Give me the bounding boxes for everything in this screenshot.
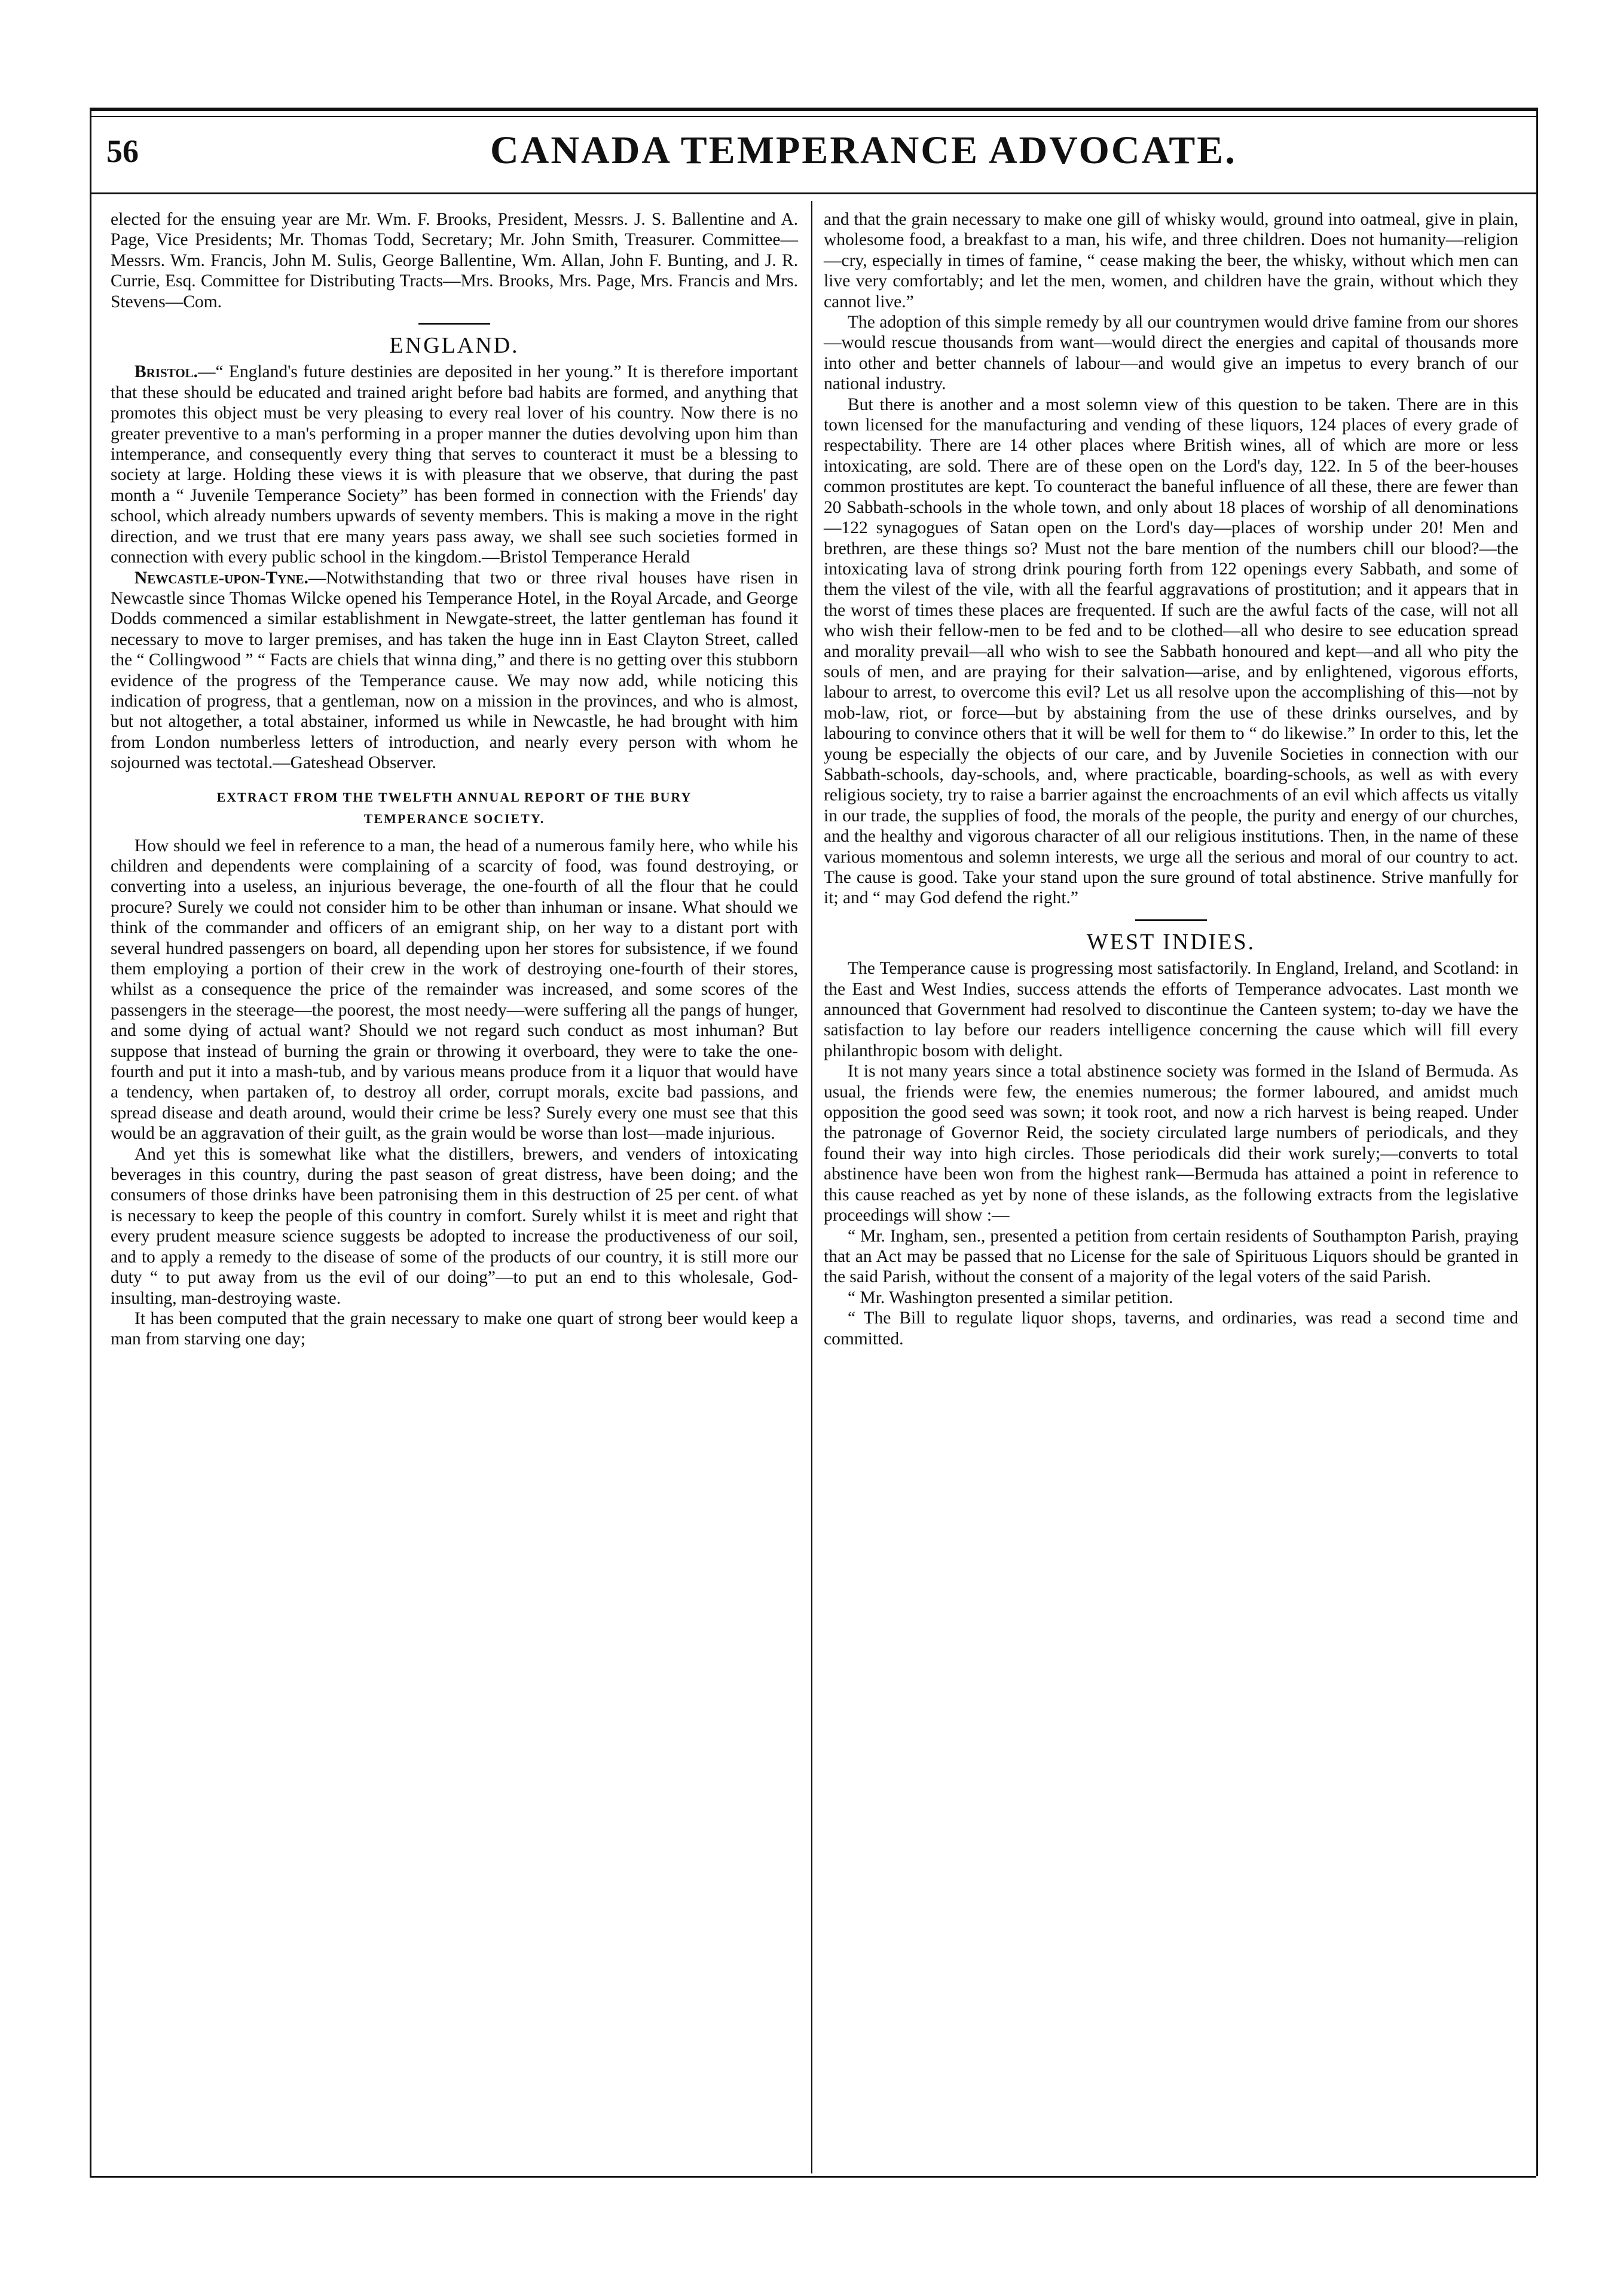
- extract-paragraph-2: And yet this is somewhat like what the distillers, brewers, and venders of intoxicating beverages in this country, during the past season of great distress, have been doing; and the consumers of those drinks have been patronising them in this destruction of 25 per cent. of what is necessary to keep the people of this country in comfort. Surely whilst it is meet and right that every prudent measure science suggests be adopted to increase the productiveness of our soil, and to apply a remedy to the disease of some of the products of our country, it is still more our duty “ to put away from us the evil of our doing”—to put an end to this wholesale, God-insulting, man-destroying waste.: [111, 1144, 798, 1308]
- bristol-text: —“ England's future destinies are deposited in her young.” It is therefore important that these should be educated and trained aright before bad habits are formed, and anything that promotes this object must be very pleasing to every real lover of his country. Now there is no greater preventive to a man's performing in a proper manner the duties devolving upon him than intemperance, and consequently every thing that serves to counteract it must be a blessing to society at large. Holding these views it is with pleasure that we observe, that during the past month a “ Juvenile Temperance Society” has been formed in connection with the Friends' day school, which already numbers upwards of seventy members. This is making a move in the right direction, and we trust that ere many years pass away, we shall see such societies formed in connection with every public school in the kingdom.—Bristol Temperance Herald: [111, 362, 798, 567]
- newcastle-text: —Notwithstanding that two or three rival houses have risen in Newcastle since Thomas Wilcke opened his Temperance Hotel, in the Royal Arcade, and George Dodds commenced a similar establishment in Newgate-street, the latter gentleman has found it necessary to move to larger premises, and has taken the huge inn in East Clayton Street, called the “ Collingwood ” “ Facts are chiels that winna ding,” and there is no getting over this stubborn evidence of the progress of the Temperance cause. We may now add, while noticing this indication of progress, that a gentleman, now on a mission in the provinces, and who is almost, but not altogether, a total abstainer, informed us while in Newcastle, he had brought with him from London numberless letters of introduction, and nearly every person with whom he sojourned was tectotal.—Gateshead Observer.: [111, 568, 798, 773]
- right-paragraph-1: and that the grain necessary to make one gill of whisky would, ground into oatmeal, give in plain, wholesome food, a breakfast to a man, his wife, and three children. Does not humanity—religion—cry, especially in times of famine, “ cease making the beer, the whisky, without which men can live very comfortably; and let the men, women, and children have the grain, without which they cannot live.”: [824, 210, 1518, 311]
- right-column: [824, 209, 1518, 1349]
- extract-paragraph-3: It has been computed that the grain necessary to make one quart of strong beer would keep a man from starving one day;: [111, 1308, 798, 1349]
- masthead-title: CANADA TEMPERANCE ADVOCATE.: [490, 129, 1237, 172]
- west-indies-paragraph-4: “ Mr. Washington presented a similar petition.: [848, 1288, 1173, 1307]
- left-border: [90, 108, 91, 2176]
- bristol-place: Bristol.: [134, 362, 198, 382]
- west-indies-paragraph-1: The Temperance cause is progressing most satisfactorily. In England, Ireland, and Scotland: in the East and West Indies, success attends the efforts of Temperance advocates. Last month we announced that Government had resolved to discontinue the Canteen system; to-day we have the satisfaction to lay before our readers intelligence concerning the cause which will fill every philanthropic bosom with delight.: [824, 959, 1518, 1060]
- west-indies-paragraph-2: It is not many years since a total abstinence society was formed in the Island of Bermuda. As usual, the friends were few, the enemies numerous; the former laboured, and amidst much opposition the good seed was sown; it took root, and now a rich harvest is being reaped. Under the patronage of Governor Reid, the society circulated large numbers of periodicals, and they found their way into high circles. Those periodicals did their work surely;—converts to total abstinence have been won from the highest rank—Bermuda has attained a point in reference to this cause reached as yet by none of these islands, as the following extracts from the legislative proceedings will show :—: [824, 1062, 1518, 1225]
- right-border: [1536, 108, 1538, 2176]
- left-column: [111, 209, 798, 1350]
- england-heading: ENGLAND.: [389, 333, 519, 359]
- west-indies-heading: WEST INDIES.: [1086, 929, 1256, 955]
- extract-heading-line-2: TEMPERANCE SOCIETY.: [363, 811, 545, 826]
- west-indies-paragraph-3: “ Mr. Ingham, sen., presented a petition from certain residents of Southampton Parish, praying that an Act may be passed that no License for the sale of Spirituous Liquors should be granted in the said Parish, without the consent of a majority of the legal voters of the said Parish.: [824, 1226, 1518, 1287]
- top-rule: [90, 108, 1536, 111]
- west-indies-paragraph-5: “ The Bill to regulate liquor shops, taverns, and ordinaries, was read a second time and committed.: [824, 1308, 1518, 1349]
- newcastle-paragraph: [111, 568, 798, 774]
- section-separator: [418, 323, 490, 325]
- column-divider: [811, 201, 812, 2173]
- right-paragraph-3: But there is another and a most solemn view of this question to be taken. There are in this town licensed for the manufacturing and vending of these liquors, 124 places of every grade of respectability. There are 14 other places where British wines, all of which are more or less intoxicating, are sold. There are of these open on the Lord's day, 122. In 5 of the beer-houses common prostitutes are kept. To counteract the baneful influence of all these, there are fewer than 20 Sabbath-schools in the whole town, and only about 18 places of worship of all denominations—122 synagogues of Satan open on the Lord's day—places of worship under 20! Men and brethren, are these things so? Must not the bare mention of the numbers chill our blood?—the intoxicating lava of strong drink pouring forth from 122 openings every Sabbath, and some of them the vilest of the vile, with all the fearful aggravations of prostitution; and it appears that in the worst of times these places are frequented. If such are the awful facts of the case, will not all who wish their fellow-men to be fed and to be clothed—all who desire to see education spread and morality prevail—all who wish to see the Sabbath honoured and kept—and all who pity the souls of men, and are praying for their salvation—arise, and by enlightened, vigorous efforts, labour to arrest, to overcome this evil? Let us all resolve upon the accomplishing of this—not by mob-law, riot, or force—but by abstaining from the use of these drinks ourselves, and by labouring to convince others that it will be well for them to “ do likewise.” In order to this, let the young be especially the objects of our care, and by Juvenile Societies in connection with our Sabbath-schools, day-schools, and, where practicable, boarding-schools, as well as with every religious society, try to raise a barrier against the encroachments of an evil which affects us vitally in our trade, the supplies of food, the morals of the people, the purity and energy of our churches, and the healthy and vigorous character of all our religious institutions. Then, in the name of these various momentous and solemn interests, we urge all the serious and moral of our country to act. The cause is good. Take your stand upon the sure ground of total abstinence. Strive manfully for it; and “ may God defend the right.”: [824, 395, 1518, 908]
- extract-heading-line-1: EXTRACT FROM THE TWELFTH ANNUAL REPORT OF THE BURY: [216, 789, 692, 805]
- top-rule-thin: [90, 116, 1536, 117]
- bottom-rule: [90, 2176, 1536, 2178]
- right-paragraph-2: The adoption of this simple remedy by all our countrymen would drive famine from our shores—would rescue thousands from want—would direct the energies and capital of thousands more into other and better channels of labour—and would give an impetus to every branch of our national industry.: [824, 313, 1518, 394]
- intro-paragraph: elected for the ensuing year are Mr. Wm. F. Brooks, President, Messrs. J. S. Ballentine and A. Page, Vice Presidents; Mr. Thomas Todd, Secretary; Mr. John Smith, Treasurer. Committee—Messrs. Wm. Francis, John M. Sulis, George Ballentine, Wm. Allan, John F. Bunting, and J. R. Currie, Esq. Committee for Distributing Tracts—Mrs. Brooks, Mrs. Page, Mrs. Francis and Mrs. Stevens—Com.: [111, 210, 798, 311]
- section-separator: [1135, 919, 1207, 921]
- header-rule: [90, 192, 1536, 194]
- newcastle-place: Newcastle-upon-Tyne.: [134, 568, 308, 588]
- extract-paragraph-1: How should we feel in reference to a man, the head of a numerous family here, who while his children and dependents were complaining of a scarcity of food, was found destroying, or converting into a useless, an injurious beverage, the one-fourth of all the flour that he could procure? Surely we could not consider him to be other than inhuman or insane. What should we think of the commander and officers of an emigrant ship, on her way to a distant port with several hundred passengers on board, all depending upon her stores for subsistence, if we found them employing a portion of their crew in the work of destroying one-fourth of their stores, whilst as a consequence the price of the remainder was increased, and some scores of the passengers in the steerage—the poorest, the most needy—were suffering all the pangs of hunger, and some dying of actual want? Should we not regard such conduct as most inhuman? But suppose that instead of burning the grain or throwing it overboard, they were to take the one-fourth and put it into a mash-tub, and by various means produce from it a liquor that would have a tendency, when partaken of, to destroy all order, corrupt morals, excite bad passions, and spread disease and death around, would their crime be less? Surely every one must see that this would be an aggravation of their guilt, as the grain would be worse than lost—made injurious.: [111, 836, 798, 1144]
- bristol-paragraph: [111, 362, 798, 567]
- page-number: 56: [106, 133, 139, 169]
